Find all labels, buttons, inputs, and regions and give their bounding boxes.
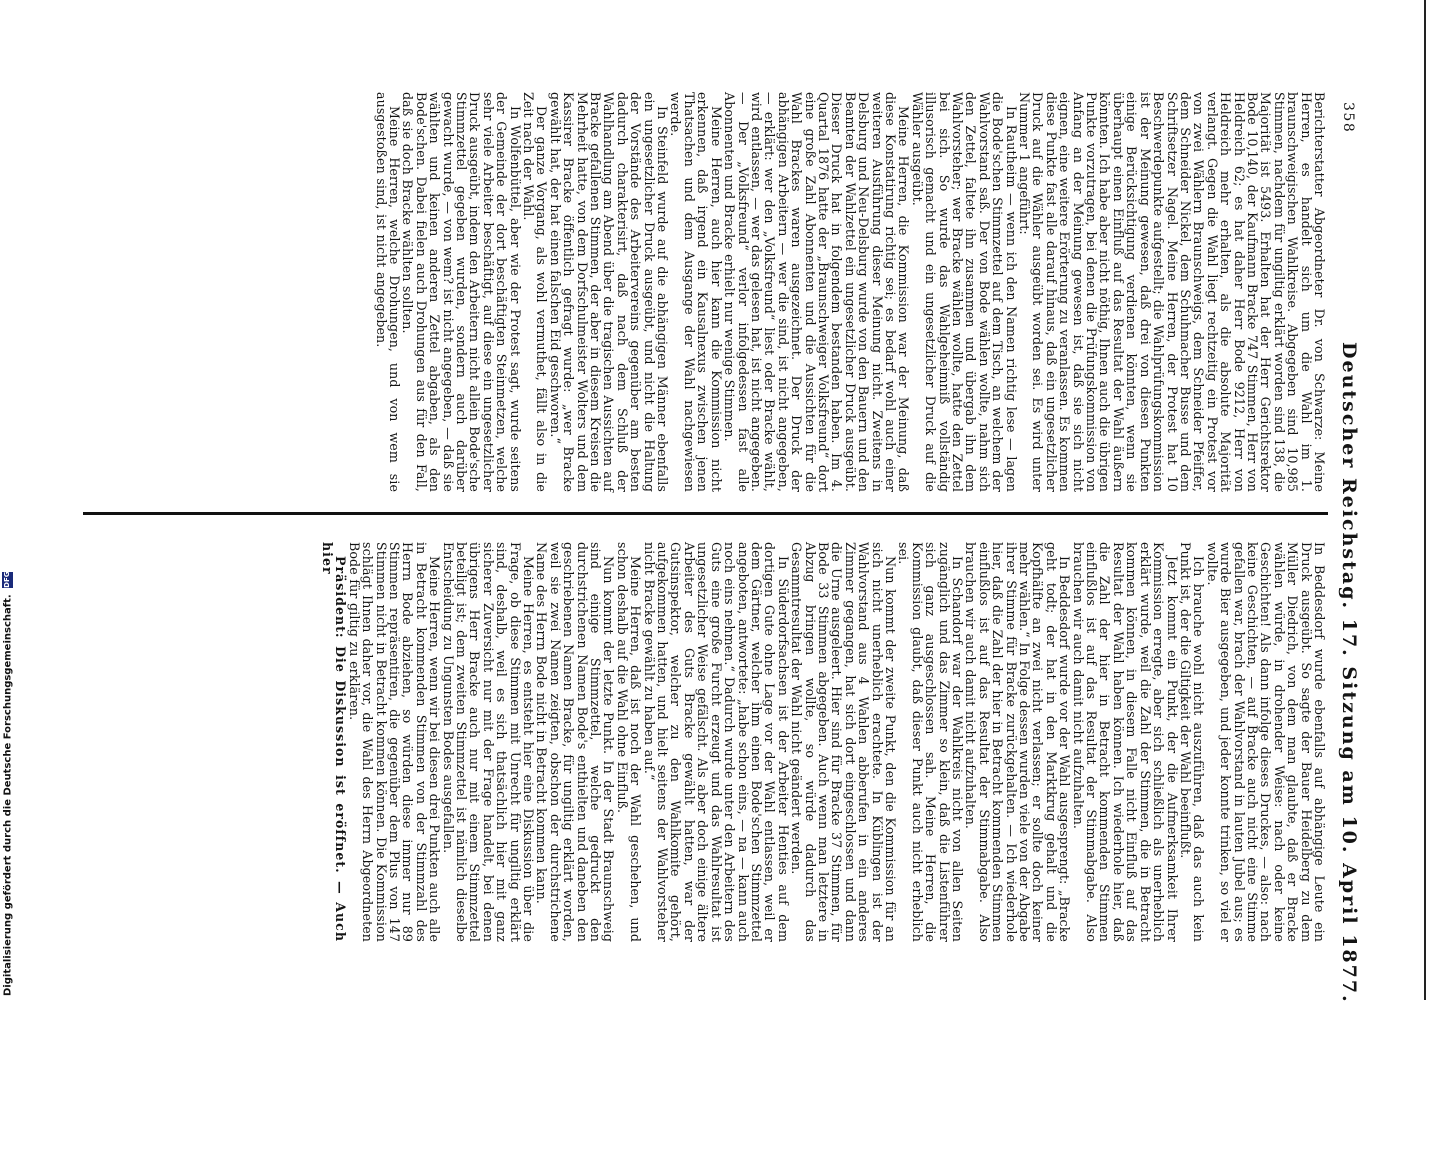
president-line: Präsident: Die Diskussion ist eröffnet. — Auch hier	[319, 542, 349, 942]
paragraph: Der ganze Vorgang, als wohl vermuthet, fällt also in die Zeit nach der Wahl.	[521, 92, 550, 492]
page-number: 358	[1340, 102, 1356, 134]
paragraph: In Beddesdorf wurde ebenfalls auf abhängige Leute ein Druck ausgeübt. So sagte der Bauer Heidelberg zu dem Müller Diedrich, von dem man glaubte, daß er Bracke wählen würde, in drohender Weise: nach oder keine Geschichten! Als dann infolge dieses Druckes, — also: nach keine Geschichten, — auf Bracke auch nicht eine Stimme gefallen war, brach der Wahlvorstand in lauten Jubel aus; es wurde Bier ausgegeben, und jeder konnte trinken, so viel er wollte.	[1204, 542, 1327, 942]
paragraph: In Steinfeld wurde auf die abhängigen Männer ebenfalls ein ungesetzlicher Druck ausgeübt, und nicht die Haltung der Vorstände des Arbeitervereins gegenüber am besten dadurch charakterisirt, daß nach dem Schluß der Wahlhandlung am Abend über die tragischen Aussichten auf Bracke gefallenen Stimmen, der aber in diesem Kreisen die Mehrheit hatte, von dem Dorfschulmeister Wolters und dem Kassirer Bracke öffentlich gefragt wurde: „wer Bracke gewählt hat, der hat einen falschen Eid geschworen.“	[547, 92, 671, 492]
paragraph: Nun kommt der zweite Punkt, den die Kommission für an sich nicht unerheblich erachtete. In Küblingen ist der Wahlvorstand aus 4 Wahlen abberufen in ein anderes Zimmer gegangen, hat sich dort eingeschlossen und dann die Urne ausgeleert. Hier sind für Bracke 37 Stimmen, für Bode 33 Stimmen abgegeben. Auch wenn man letztere in Abzug bringen wollte, so würde dadurch das Gesammtresultat der Wahl nicht geändert werden.	[789, 542, 898, 942]
paragraph: In Wolfenbüttel, aber wie der Protest sagt, wurde seitens der Gemeinde der dort beschäftigten Steinmetzen, welche sehr viele Arbeiter beschäftigt, auf diese ein ungesetzlicher Druck ausgeübt, indem den Arbeitern nicht allein Bode'sche Stimmzettel gegeben wurden, sondern auch darüber gewacht wurde, — von wem? ist nicht angegeben, — daß sie wählten und keinen anderen Zettel abgaben, als den Bode'schen. Dabei fielen auch Drohungen aus für den Fall, daß sie doch Bracke wählten sollten.	[400, 92, 523, 492]
paragraph: In Rautheim — wenn ich den Namen richtig lese — lagen die Bode'schen Stimmzettel auf dem Tisch, an welchem der Wahlvorstand saß. Der von Bode wählen wollte, nahm sich den Zettel, faltete ihn zusammen und übergab ihn dem Wahlvorsteher; wer Bracke wählen wollte, hatte den Zettel bei sich. So wurde das Wahlgeheimniß vollständig illusorisch gemacht und ein ungesetzlicher Druck auf die Wähler ausgeübt.	[909, 92, 1019, 492]
scan-edge-line	[1424, 0, 1426, 1000]
page-header	[1328, 102, 1362, 1162]
digitization-text: Digitalisierung gefördert durch die Deutsche Forschungsgemeinschaft.	[2, 594, 14, 996]
paragraph: In Schandorf war der Wahlkreis nicht von allen Seiten zugänglich und das Zimmer so klein, daß die Listenführer sich ganz ausgeschlossen sah. Meine Herren, die Kommission glaubt, daß dieser Punkt auch nicht erheblich sei.	[896, 542, 966, 942]
paragraph: Meine Herren, es entsteht hier eine Diskussion über die Frage, ob diese Stimmen mit Unrecht für ungiltig erklärt sind, deshalb, weil es sich thatsächlich hier mit ganz sicherer Zuversicht nur mit der Frage handelt, bei denen übrigens Herr Bracke auch nur mit einem Stimmzettel beteiligt ist; dem zweiten Stimmzettel ist nämlich dieselbe Entscheidung zu Ungunsten Bodes ausgefallen.	[440, 542, 537, 942]
left-column	[374, 92, 1326, 492]
paragraph: In Beddesdorf wurde vor der Wahl ausgesprengt: „Bracke geht todt; der hat in den Marktkrug gehalt und die Kopfhälfte an zwei nicht verlassen; er sollte doch keiner mehr wählen.“ In Folge dessen wurden viele von der Abgabe ihrer Stimme für Bracke zurückgehalten. — Ich wiederhole hier, daß die Zahl der hier in Betracht kommenden Stimmen einflußlos ist auf das Resultat der Stimmabgabe. Also brauchen wir auch damit nicht aufzuhalten.	[963, 542, 1073, 942]
paragraph: Nun kommt der letzte Punkt. In der Stadt Braunschweig sind einige Stimmzettel, welche gedruckt den durchstrichenen Namen Bode's enthielten und daneben den geschriebenen Namen Bracke, für ungiltig erklärt worden, weil sie zwei Namen zeigten, obschon der durchstrichene Name des Herrn Bode nicht in Betracht kommen kann.	[534, 542, 617, 942]
paragraph: Meine Herren, welche Drohungen, und von wem sie ausgestoßen sind, ist nicht angegeben.	[373, 92, 402, 492]
paragraph: Meine Herren, auch hier kann die Kommission nicht erkennen, daß irgend ein Kausalnexus zwischen jenen Thatsachen und dem Ausgange der Wahl nachgewiesen werde.	[668, 92, 724, 492]
paragraph: Ich brauche wohl nicht auszuführen, daß das auch kein Punkt ist, der die Giltigkeit der Wahl beeinflußt.	[1177, 542, 1207, 942]
digitization-note	[2, 571, 16, 996]
paragraph: In Süderdorfsachsen ist der Arbeiter Henties auf dem dortigen Gute ohne Lage vor der Wahl entlassen, weil er dem Gärtner, welcher ihm einen Bode'schen Stimmzettel angeboten, antwortete: „habe schon eins, — na — kann auch noch eins nehmen.“ Dadurch wurde unter den Arbeitern des Guts eine große Furcht erzeugt und das Wahlresultat ist ungesetzlicher Weise gefälscht. Als aber doch einige ältere Arbeiter des Guts Bracke gewählt hatten, war der Gutsinspektor, welcher zu den Wahlkomite gehört, aufgekommen hatten, und hielt seitens der Wahlvorsteher nicht Bracke gewählt zu haben auf.“	[641, 542, 791, 942]
paragraph: Meine Herren, daß ist noch der Wahl geschehen, und schon deshalb auf die Wahl ohne Einfluß.	[614, 542, 644, 942]
paragraph: Meine Herren, die Kommission war der Meinung, daß diese Konstatirung richtig sei; es bedarf wohl auch einer weiteren Ausführung dieser Meinung nicht. Zweitens in Delsburg und Neu-Delsburg wurde von den Bauern und den Beamten der Wahlzettel ein ungesetzlicher Druck ausgeübt. Dieser Druck hat in folgendem bestanden haben. Im 4. Quartal 1876 hatte der „Braunschweiger Volksfreund“ dort eine große Zahl Abonnenten und die Aussichten für die Wahl Brackes waren ausgezeichnet. Der Druck der abhängigen Arbeitern — wer die sind, ist nicht angegeben, — erklärt: wer den „Volksfreund“ liest oder Bracke wählt, wird entlassen, — wer das gelesen hat, ist nicht angegeben. — Der „Volksfreund“ verlor infolgedessen fast alle Abonnenten und Bracke erhielt nur wenige Stimmen.	[722, 92, 912, 492]
paragraph: Berichterstatter Abgeordneter Dr. von Schwarze: Meine Herren, es handelt sich um die Wahl im 1. braunschweigischen Wahlkreise. Abgegeben sind 10,985 Stimmen, nachdem für ungiltig erklärt worden sind 138, die Majorität ist 5493. Erhalten hat der Herr Gerichtsrektor Bode 10,140, der Kaufmann Bracke 747 Stimmen, Herr von Heldreich 62; es hat daher Herr Bode 9212, Herr von Heldreich mehr erhalten, als die absolute Majorität verlangt. Gegen die Wahl liegt rechtzeitig ein Protest vor von zwei Wählern Braunschweigs, dem Schneider Pfeiffer, dem Schneider Nickel, dem Schuhmacher Busse und dem Schriftsetzer Nagel. Meine Herren, der Protest hat 10 Beschwerdepunkte aufgestellt; die Wahlprüfungskommission ist der Meinung gewesen, daß drei von diesen Punkten einige Berücksichtigung verdienen könnten, wenn sie überhaupt einen Einfluß auf das Resultat der Wahl äußern könnten. Ich habe aber nicht nöthig, Ihnen auch die übrigen Punkte vorzutragen, bei denen die Prüfungskommission von Anfang an der Meinung gewesen ist, daß sie sich nicht eignen, eine weitere Erörterung zu veranlassen. Es kommen diese Punkte fast alle darauf hinaus, daß ein ungesetzlicher Druck auf die Wähler ausgeübt worden sei. Es wird unter Nummer 1 angeführt:	[1017, 92, 1327, 492]
paragraph: Jetzt kommt ein Punkt, der die Aufmerksamkeit Ihrer Kommission erregte, aber sich schließlich als unerheblich erklärt wurde, weil die Zahl der Stimmen, die in Betracht kommen können, in diesem Falle nicht Einfluß auf das Resultat der Wahl haben können. Ich wiederhole hier, daß die Zahl der hier in Betracht kommenden Stimmen einflußlos ist auf das Resultat der Stimmabgabe. Also brauchen wir auch damit nicht aufzuhalten.	[1070, 542, 1180, 942]
paragraph: Meine Herren, wenn wir bei diesen drei Punkten auch alle in Betracht kommenden Stimmen von der Stimmzahl des Herrn Bode abziehen, so würden diese immer nur 89 Stimmen repräsentiren, die gegenüber dem Plus von 147 Stimmen nicht in Betracht kommen können. Die Kommission schlägt Ihnen daher vor, die Wahl des Herrn Abgeordneten Bode für giltig zu erklären.	[346, 542, 443, 942]
rotated-page	[72, 72, 1362, 1004]
dfg-logo-icon: DFG	[3, 571, 11, 588]
column-divider	[83, 512, 1328, 515]
running-title: Deutscher Reichstag. 17. Sitzung am 10. April 1877.	[1338, 342, 1360, 1004]
right-column	[321, 542, 1326, 942]
